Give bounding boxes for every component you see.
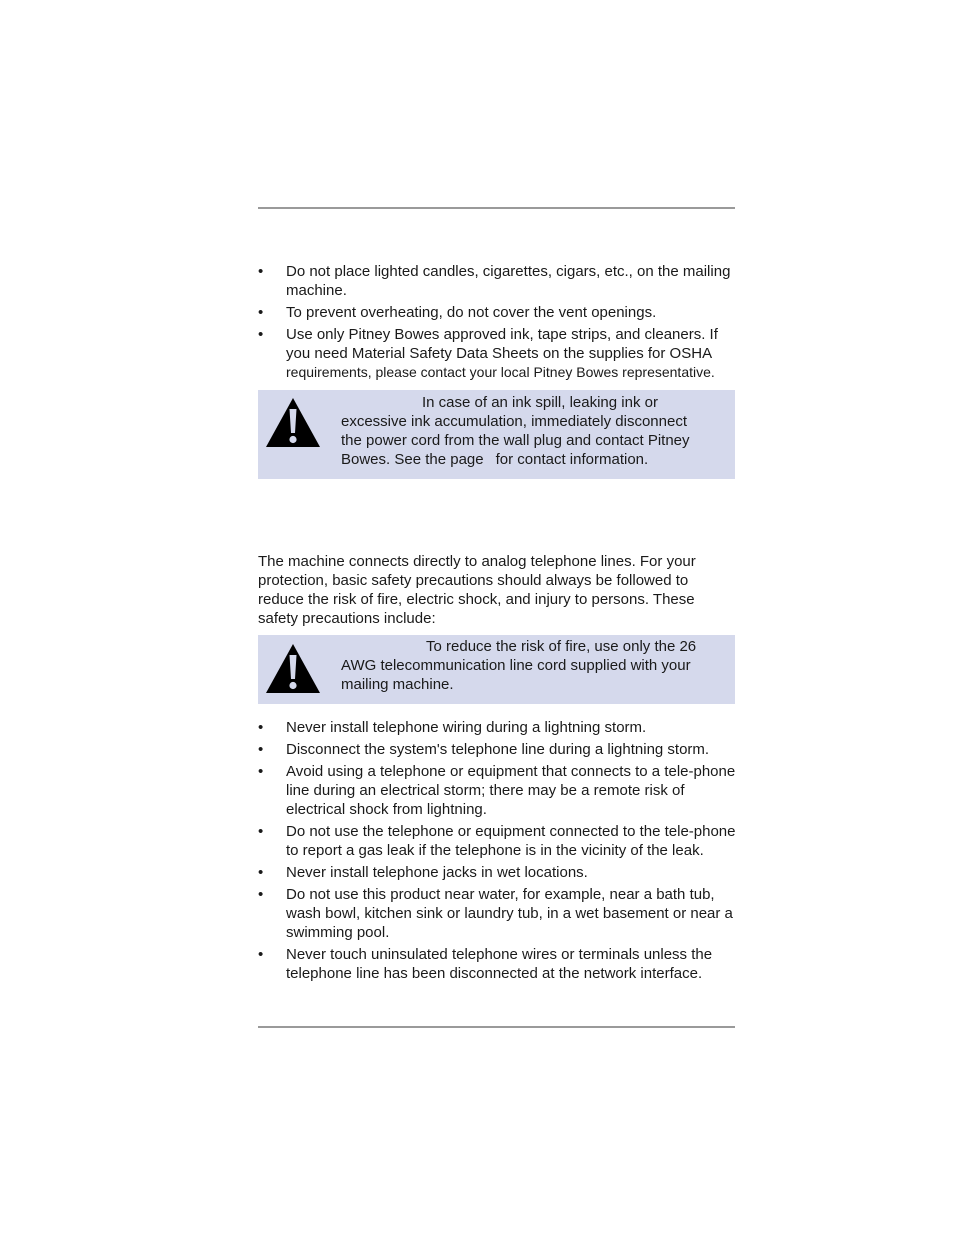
warning-line: for contact information. [495,451,649,468]
warning-line: mailing machine. [341,676,454,693]
list-item: • Avoid using a telephone or equipment that connects to a tele-phone line during an electrical storm; there may be a remote risk of electrical shock from lightning. [258,762,738,819]
warning-line: To reduce the risk of fire, use only the 26 [426,638,697,655]
list-item: • Do not place lighted candles, cigarettes, cigars, etc., on the mailing machine. [258,262,738,300]
warning-line: the power cord from the wall plug and contact Pitney [341,432,690,449]
warning-line: In case of an ink spill, leaking ink or [422,394,658,411]
warning-line: Bowes. See the page [341,451,484,468]
list-item-text: requirements, please contact your local Pitney Bowes representative. [286,364,715,380]
list-item: • Do not use this product near water, for example, near a bath tub, wash bowl, kitchen sink or laundry tub, in a wet basement or near a swimming pool. [258,885,738,942]
list-item: • To prevent overheating, do not cover the vent openings. [258,303,738,322]
list-item-text: Use only Pitney Bowes approved ink, tape strips, and cleaners. If you need Material Safety Data Sheets on the supplies for OSHA [286,326,718,362]
safety-list-general [258,262,738,382]
list-item: • Never touch uninsulated telephone wires or terminals unless the telephone line has been disconnected at the network interface. [258,945,738,983]
warning-line: excessive ink accumulation, immediately disconnect [341,413,687,430]
warning-line: AWG telecommunication line cord supplied with your [341,657,691,674]
top-rule [258,207,735,209]
line-cord-warning [258,635,735,704]
bottom-rule [258,1026,735,1028]
safety-list-telephone [258,718,738,986]
warning-icon [264,395,322,449]
list-item: • Do not use the telephone or equipment connected to the tele-phone to report a gas leak if the telephone is in the vicinity of the leak. [258,822,738,860]
warning-text [341,393,721,469]
ink-spill-warning [258,390,735,479]
list-item: • Never install telephone wiring during a lightning storm. [258,718,738,737]
warning-text [341,637,721,694]
warning-icon [264,641,322,695]
list-item: • Never install telephone jacks in wet locations. [258,863,738,882]
list-item: • Disconnect the system's telephone line during a lightning storm. [258,740,738,759]
list-item [258,325,738,382]
telephone-safety-paragraph: The machine connects directly to analog telephone lines. For your protection, basic safety precautions should always be followed to reduce the risk of fire, electric shock, and injury to persons. These safety precautions include: [258,553,696,627]
